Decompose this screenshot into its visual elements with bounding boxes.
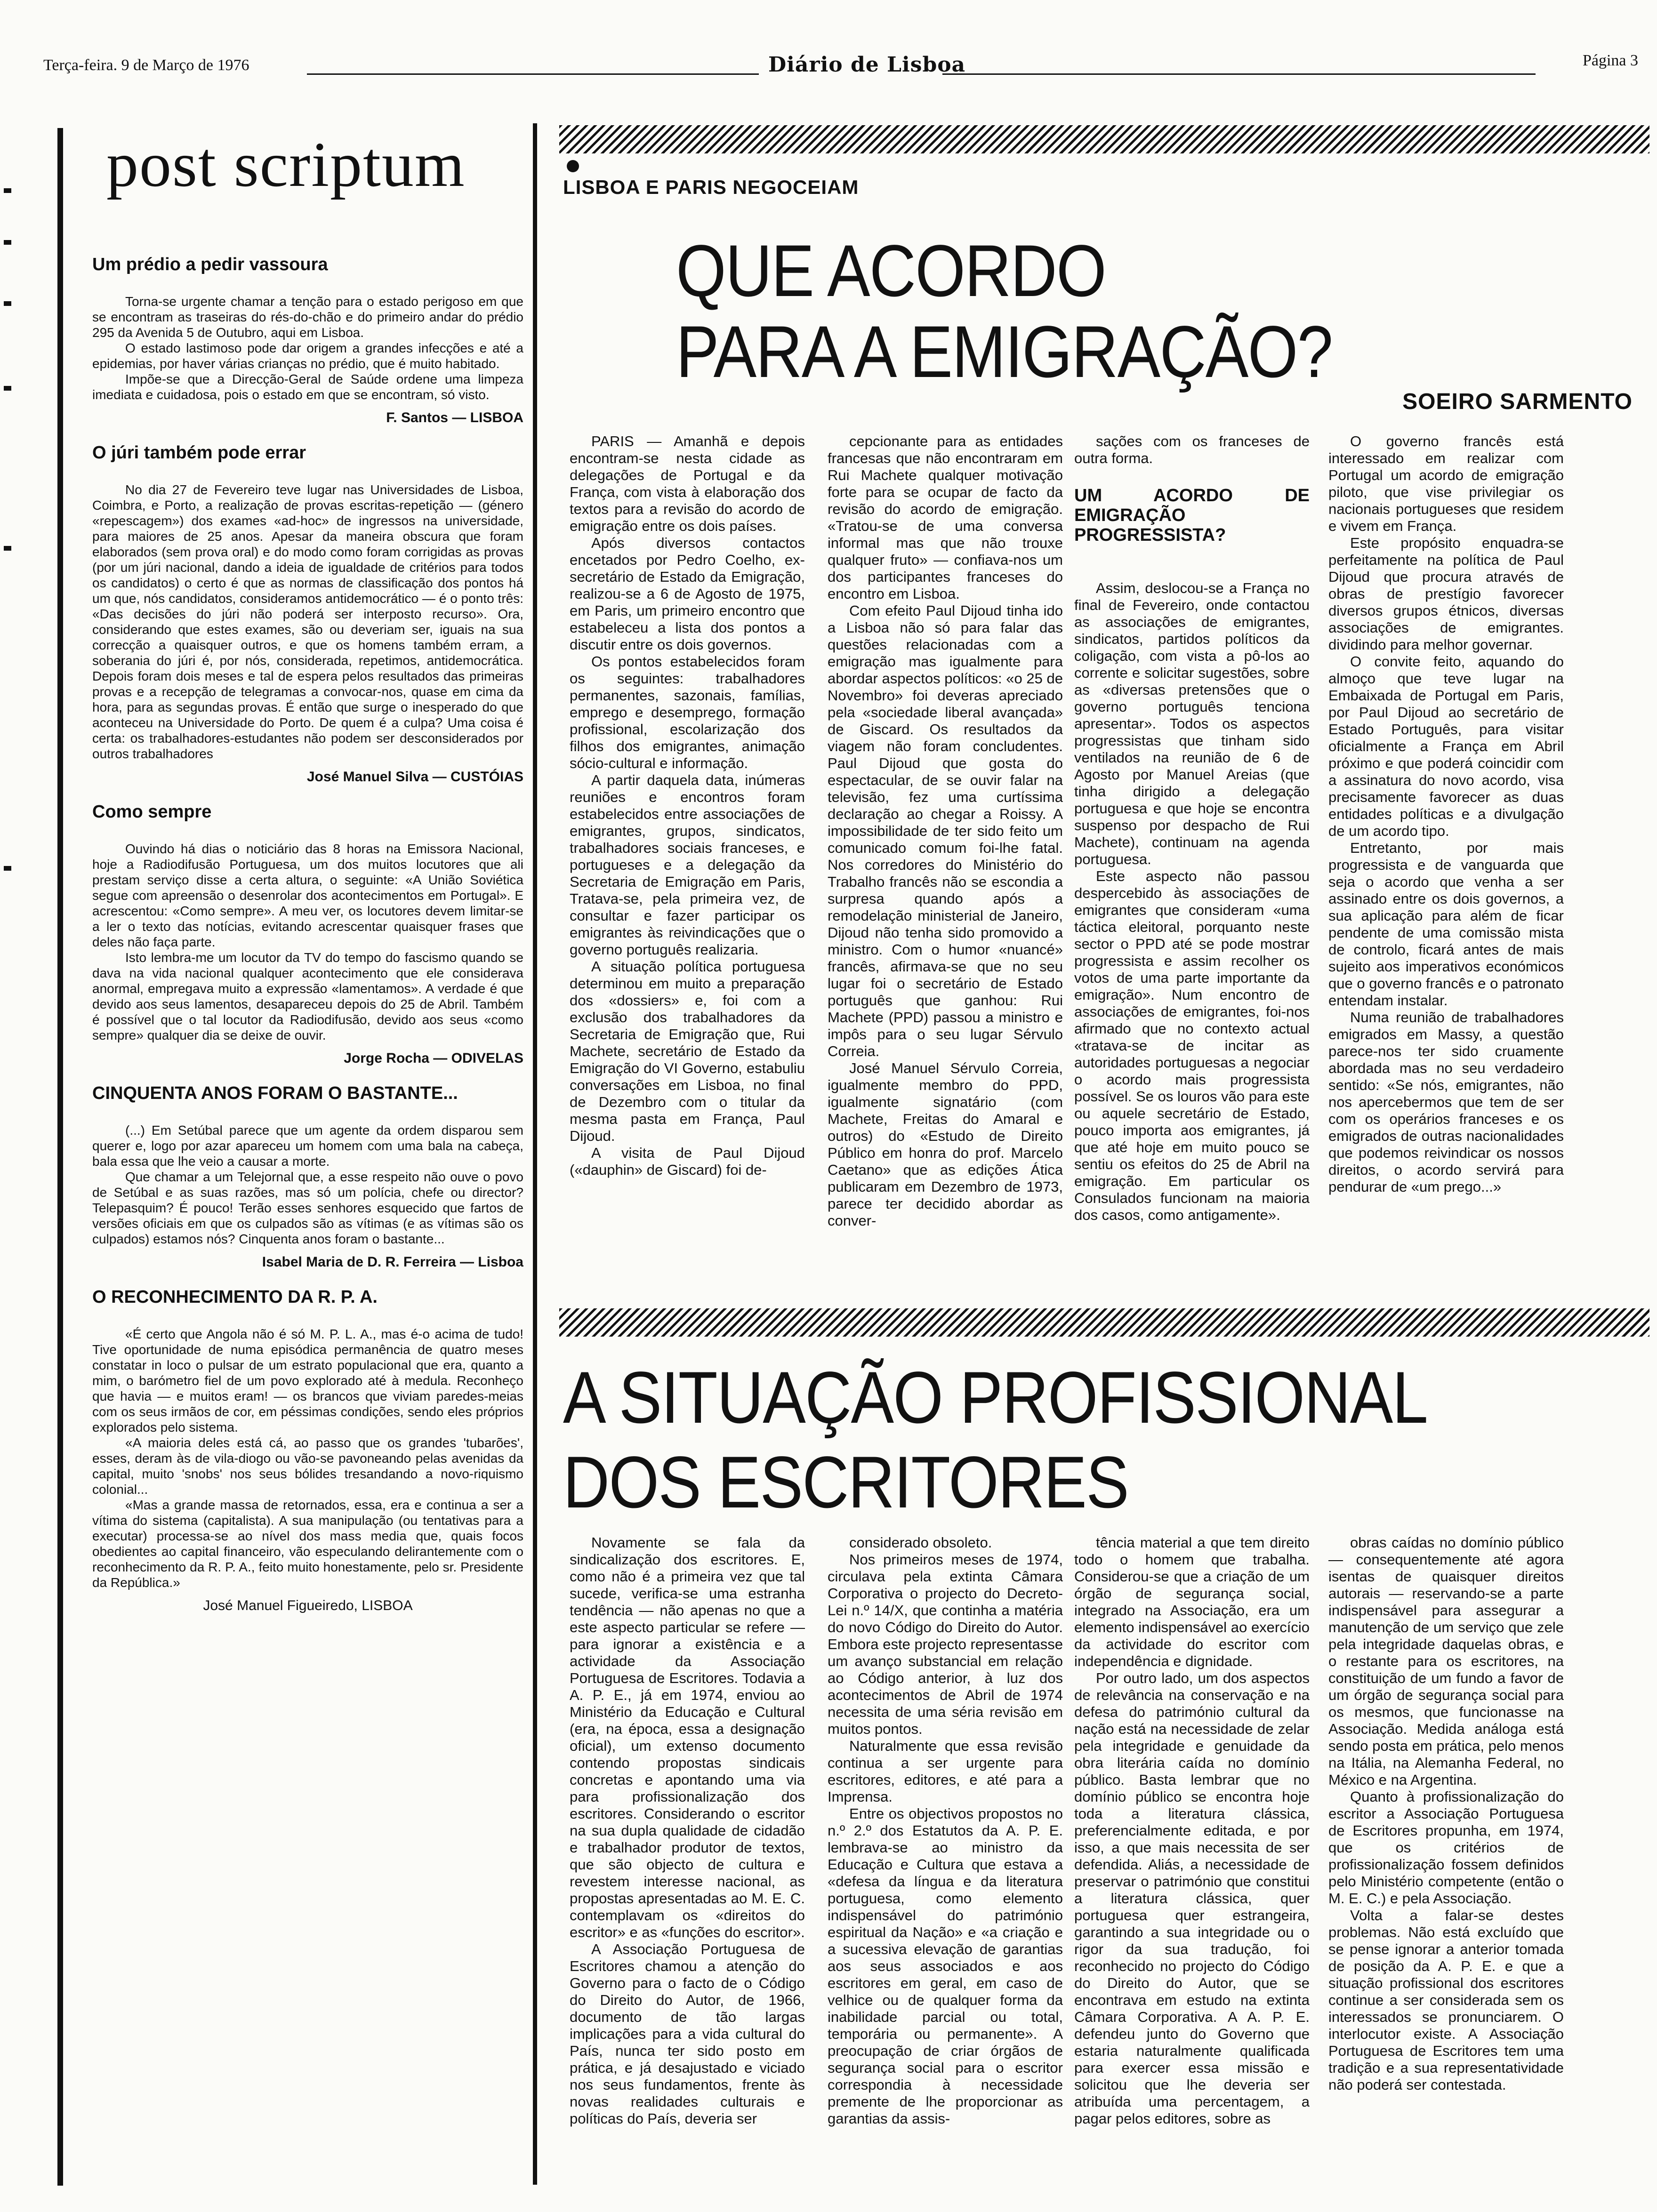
margin-marks (4, 132, 23, 979)
letter (92, 801, 523, 1066)
paragraph: O convite feito, aquando do almoço que teve lugar na Embaixada de Portugal em Paris, por Paul Dijoud ao secretário de Estado Português, para visitar oficialmente a França em Abril próximo e que poderá coincidir com a assinatura do novo acordo, visa precisamente favorecer as duas entidades políticas e a divulgação de um acordo tipo. (1328, 653, 1564, 839)
letter (92, 1287, 523, 1613)
letter-paragraph: Torna-se urgente chamar a tenção para o estado perigoso em que se encontram as traseiras do rés-do-chão e do primeiro andar do prédio 295 da Avenida 5 de Outubro, aqui em Lisboa. (92, 294, 523, 340)
article-column (1328, 433, 1564, 1195)
letter (92, 254, 523, 425)
article-column (570, 433, 805, 1178)
masthead-rule-left (307, 73, 759, 75)
letter-paragraph: Isto lembra-me um locutor da TV do tempo do fascismo quando se dava na vida nacional qualquer acontecimento que ele considerava anormal, empregava muito a expressão «lamentamos». A verdade é que devido aos seus lamentos, desapareceu depois do 25 de Abril. Também é possível que o tal locutor da Radiodifusão, devido aos seus «como sempre» qualquer dia se deixe de ouvir. (92, 950, 523, 1042)
article-column (828, 1534, 1063, 2127)
paragraph: José Manuel Sérvulo Correia, igualmente membro do PPD, igualmente signatário (com Machete, Freitas do Amaral e outros) do «Estudo de Direito Público em honra do prof. Marcelo Caetano» que as edições Ática publicaram em Dezembro de 1973, parece ter decidido abordar as conver- (828, 1060, 1063, 1229)
letter-signature: José Manuel Figueiredo, LISBOA (203, 1598, 413, 1613)
headline-line: QUE ACORDO (676, 230, 1106, 312)
masthead-rule-right (942, 73, 1536, 75)
post-scriptum-section (57, 128, 527, 2186)
letter-paragraph: «É certo que Angola não é só M. P. L. A., mas é-o acima de tudo! Tive oportunidade de numa episódica permanência de quatro meses constatar in loco o pulsar de um estrato populacional que era, quanto a mim, o barómetro fiel de um povo explorado até à medula. Reconheço que havia — e muitos eram! — os brancos que viviam paredes-meias com os seus irmãos de cor, em péssimas condições, sendo eles próprios explorados pelo sistema. (92, 1327, 523, 1435)
article-kicker: LISBOA E PARIS NEGOCEIAM (563, 176, 859, 198)
article-column (1074, 433, 1310, 1224)
paragraph: Novamente se fala da sindicalização dos escritores. E, como não é a primeira vez que tal sucede, verifica-se uma estranha tendência — não apenas no que a este aspecto particular se refere — para ignorar a existência e a actividade da Associação Portuguesa de Escritores. Todavia a A. P. E., já em 1974, enviou ao Ministério da Educação e Cultural (era, na época, essa a designação oficial), um extenso documento contendo propostas sindicais concretas e apontando uma via para profissionalização dos escritores. Considerando o escritor na sua dupla qualidade de cidadão e trabalhador produtor de textos, que são objecto de cultura e revestem interesse nacional, as propostas apresentadas ao M. E. C. contemplavam os «direitos do escritor» e as «funções do escritor». (570, 1534, 805, 1940)
paragraph: tência material a que tem direito todo o homem que trabalha. Considerou-se que a criação de um órgão de segurança social, integrado na Associação, era um elemento indispensável ao exercício da actividade do escritor com independência e dignidade. (1074, 1534, 1310, 1669)
paragraph: PARIS — Amanhã e depois encontram-se nesta cidade as delegações de Portugal e da França, com vista à elaboração dos textos para a revisão do acordo de emigração entre os dois países. (570, 433, 805, 534)
letters-list (92, 246, 523, 1630)
paragraph: Numa reunião de trabalhadores emigrados em Massy, a questão parece-nos ter sido cruamente abordada mas no seu verdadeiro sentido: «Se nós, emigrantes, não nos apercebermos que tem de ser com os operários franceses e os emigrados de outras nacionalidades que podemos reivindicar os nossos direitos, o acordo servirá para pendurar de «um prego...» (1328, 1009, 1564, 1195)
article-body (570, 433, 1648, 1271)
article-headline (676, 231, 1332, 393)
article-column (828, 433, 1063, 1229)
article-subhead: UM ACORDO DE EMIGRAÇÃO PROGRESSISTA? (1074, 486, 1310, 545)
hatched-rule-middle (559, 1308, 1649, 1337)
letter-title: Como sempre (92, 802, 212, 822)
letter-paragraph: No dia 27 de Fevereiro teve lugar nas Universidades de Lisboa, Coimbra, e Porto, a realização de provas escritas-repetição — (género «repescagem») dos exames «ad-hoc» de ingressos na universidade, para maiores de 25 anos. Apesar da maneira obscura que foram elaborados (sem prova oral) e do modo como foram corrigidas as provas (por um júri nacional, dando a ideia de igualdade de critérios para todos os candidatos) o certo é que as normas de classificação dos pontos há um que, nós candidatos, consideramos antidemocrático — é o ponto três: «Das decisões do júri não poderá ser interposto recurso». Ora, considerando que estes exames, são ou deveriam ser, iguais na sua correcção a quaisquer outros, e que os homens também erram, a soberania do júri é, por nós, considerada, repetimos, antidemocrática. Depois foram dois meses e tal de espera pelos resultados das primeiras provas e a recepção de telegramas a convocar-nos, quase em cima da hora, para as segundas provas. É então que surge o inesperado do que aconteceu na Universidade do Porto. De quem é a culpa? Uma coisa é certa: os trabalhadores-estudantes não podem ser desconsiderados por outros trabalhadores (92, 482, 523, 761)
article-column (1074, 1534, 1310, 2127)
paragraph: considerado obsoleto. (849, 1534, 992, 1551)
letter-paragraph: Que chamar a um Telejornal que, a esse respeito não ouve o povo de Setúbal e as suas razões, mas só um polícia, chefe ou director? Telepasquim? É pouco! Terão esses senhores esquecido que fartos de versões oficiais em que os culpados são as vítimas (e as vítimas são os culpados) estamos nós? Cinquenta anos foram o bastante... (92, 1170, 523, 1246)
paragraph: A Associação Portuguesa de Escritores chamou a atenção do Governo para o facto de o Código do Direito do Autor, de 1966, documento de tão largas implicações para a vida cultural do País, nunca ter sido posto em prática, e já desajustado e viciado nos seus fundamentos, frente às novas realidades culturais e políticas do País, deveria ser (570, 1941, 805, 2127)
paragraph: Volta a falar-se destes problemas. Não está excluído que se pense ignorar a anterior tomada de posição da A. P. E. e que a situação profissional dos escritores continue a ser considerada sem os interessados se pronunciarem. O interlocutor existe. A Associação Portuguesa de Escritores tem uma tradição e a sua representatividade não poderá ser contestada. (1328, 1907, 1564, 2093)
margin-mark (4, 301, 11, 306)
paragraph: Assim, deslocou-se a França no final de Fevereiro, onde contactou as associações de emigrantes, sindicatos, partidos políticos da coligação, com vista a pô-los ao corrente e solicitar sugestões, sobre as «diversas pretensões que o governo português tenciona apresentar». Todos os aspectos progressistas que tinham sido ventilados na reunião de 6 de Agosto por Manuel Areias (que tinha dirigido a delegação portuguesa e que hoje se encontra suspenso por despacho de Rui Machete), continuam na agenda portuguesa. (1074, 580, 1310, 867)
margin-mark (4, 546, 11, 551)
paragraph: A visita de Paul Dijoud («dauphin» de Giscard) foi de- (570, 1145, 805, 1178)
paragraph: Quanto à profissionalização do escritor a Associação Portuguesa de Escritores propunha, em 1974, que os critérios de profissionalização fossem definidos pelo Ministério competente (então o M. E. C.) e pela Associação. (1328, 1788, 1564, 1907)
letter-paragraph: O estado lastimoso pode dar origem a grandes infecções e até a epidemias, por haver várias crianças no prédio, que é muito habitado. (92, 341, 523, 371)
paragraph: A partir daquela data, inúmeras reuniões e encontros foram estabelecidos entre associações de emigrantes, grupos, sindicatos, trabalhadores sociais franceses, e portugueses e a delegação da Secretaria de Emigração em Paris, Tratava-se, pela primeira vez, de consultar e fazer participar os emigrantes às reivindicações que o governo português realizaria. (570, 772, 805, 958)
paragraph: Com efeito Paul Dijoud tinha ido a Lisboa não só para falar das questões relacionadas com a emigração mas igualmente para abordar aspectos políticos: «o 25 de Novembro» foi deveras apreciado pela «sociedade liberal avançada» de Giscard. Os resultados da viagem não foram concludentes. Paul Dijoud que gosta do espectacular, de se ouvir falar na televisão, fez uma curtíssima declaração ao chegar a Roissy. A impossibilidade de ter sido feito um comunicado comum foi-lhe fatal. Nos corredores do Ministério do Trabalho francês não se escondia a surpresa quando após a remodelação ministerial de Janeiro, Dijoud não tenha sido promovido a ministro. Com o humor «nuancé» francês, afirmava-se que no seu lugar foi o secretário de Estado português que ganhou: Rui Machete (PPD) passou a ministro e impôs para o seu lugar Sérvulo Correia. (828, 602, 1063, 1059)
paragraph: Nos primeiros meses de 1974, circulava pela extinta Câmara Corporativa o projecto do Decreto-Lei n.º 14/X, que continha a matéria do novo Código do Direito do Autor. Embora este projecto representasse um avanço substancial em relação ao Código anterior, à luz dos acontecimentos de Abril de 1974 necessita de uma séria revisão em muitos pontos. (828, 1551, 1063, 1737)
letter-title: Um prédio a pedir vassoura (92, 255, 328, 274)
letter-paragraph: Impõe-se que a Direcção-Geral de Saúde ordene uma limpeza imediata e cuidadosa, pois o estado em que se encontram, só visto. (92, 372, 523, 402)
page-number: Página 3 (1582, 52, 1638, 69)
paragraph: Entretanto, por mais progressista e de vanguarda que seja o acordo que venha a ser assinado entre os dois governos, a sua aplicação para além de ficar pendente de uma comissão mista de controlo, ficará antes de mais sujeito aos imperativos económicos que o governo francês e o patronato entendam instalar. (1328, 840, 1564, 1009)
letter-paragraph: Ouvindo há dias o noticiário das 8 horas na Emissora Nacional, hoje a Radiodifusão Portuguesa, um dos muitos locutores que ali prestam serviço disse a certa altura, o seguinte: «A União Soviética segue com apreensão o desenrolar dos acontecimentos em Portugal». E acrescentou: «Como sempre». A meu ver, os locutores devem limitar-se a ler o texto das notícias, evitando acrescentar quaisquer frases que deles não faça parte. (92, 842, 523, 949)
paragraph: Por outro lado, um dos aspectos de relevância na conservação e na defesa do património cultural da nação está na necessidade de zelar pela integridade e genuidade da obra literária caída no domínio público. Basta lembrar que no domínio público se encontra hoje toda a literatura clássica, preferencialmente editada, e por isso, a que mais necessita de ser defendida. Aliás, a necessidade de preservar o património que constitui a literatura clássica, quer portuguesa quer estrangeira, garantindo a sua integridade ou o rigor da sua tradução, foi reconhecido no projecto do Código do Direito do Autor, que se encontrava em estudo na extinta Câmara Corporativa. A A. P. E. defendeu junto do Governo que estaria naturalmente qualificada para exercer essa missão e solicitou que lhe deveria ser atribuída uma percentagem, a pagar pelos editores, sobre as (1074, 1670, 1310, 2127)
paragraph: Os pontos estabelecidos foram os seguintes: trabalhadores permanentes, sazonais, famílias, emprego e desemprego, formação profissional, escolarização dos filhos dos emigrantes, animação sócio-cultural e informação. (570, 653, 805, 771)
headline-line: PARA A EMIGRAÇÃO? (676, 311, 1333, 393)
letter-paragraph: (...) Em Setúbal parece que um agente da ordem disparou sem querer e, logo por azar apareceu um homem com uma bala na cabeça, bala essa que lhe veio a causar a morte. (92, 1123, 523, 1169)
paragraph: O governo francês está interessado em realizar com Portugal um acordo de emigração piloto, que vise privilegiar os nacionais portugueses que residem e vivem em França. (1328, 433, 1564, 534)
letter-title: O RECONHECIMENTO DA R. P. A. (92, 1287, 378, 1307)
margin-mark (4, 386, 11, 391)
paragraph: Este aspecto não passou despercebido às associações de emigrantes que consideram «uma táctica eleitoral, porquanto neste sector o PPD até se pode mostrar progressista e assim recolher os votos de uma parte importante da emigração». Num encontro de associações de emigrantes, foi-nos afirmado que no contexto actual «tratava-se de incitar as autoridades portuguesas a negociar o acordo mais progressista possível. Se os louros vão para este ou aquele secretário de Estado, pouco importa aos emigrantes, já que até hoje em muito pouco se sentiu os efeitos do 25 de Abril na emigração. Em particular os Consulados funcionam na maioria dos casos, como antigamente». (1074, 868, 1310, 1223)
paragraph: cepcionante para as entidades francesas que não encontraram em Rui Machete qualquer motivação forte para se ocupar de facto da revisão do acordo de emigração. «Tratou-se de uma conversa informal mas que não trouxe qualquer fruto» — confiava-nos um dos participantes franceses do encontro em Lisboa. (828, 433, 1063, 602)
article-column (570, 1534, 805, 2127)
newspaper-title: Diário de Lisboa (768, 53, 966, 77)
letter-paragraph: «A maioria deles está cá, ao passo que os grandes 'tubarões', esses, deram às de vila-diogo ou vão-se pavoneando pelas avenidas da capital, muito 'snobs' nos seus bólides tresandando a novo-riquismo colonial... (92, 1435, 523, 1497)
letter-paragraph: «Mas a grande massa de retornados, essa, era e continua a ser a vítima do sistema (capitalista). A sua manipulação (ou tentativas para a executar) processa-se ao nível dos mass media que, quais focos obedientes ao capital financeiro, vão especulando delirantemente com o reconhecimento da R. P. A., feito muito honestamente, pelo sr. Presidente da República.» (92, 1498, 523, 1590)
article-byline: SOEIRO SARMENTO (1402, 389, 1633, 414)
issue-date: Terça-feira. 9 de Março de 1976 (43, 56, 249, 74)
paragraph: Entre os objectivos propostos no n.º 2.º dos Estatutos da A. P. E. lembrava-se ao ministro da Educação e Cultura que estava a «defesa da língua e da literatura portuguesa, como elemento indispensável do património espiritual da Nação» e «a criação e a sucessiva elevação de garantias aos seus associados e aos escritores em geral, em caso de velhice ou de qualquer forma da inabilidade parcial ou total, temporária ou permanente». A preocupação de criar órgãos de segurança social para o escritor correspondia à necessidade premente de lhe proporcionar as garantias da assis- (828, 1805, 1063, 2127)
paragraph: Após diversos contactos encetados por Pedro Coelho, ex-secretário de Estado da Emigração, realizou-se a 6 de Agosto de 1975, em Paris, um primeiro encontro que estabeleceu a lista dos pontos a discutir entre os dois governos. (570, 535, 805, 653)
article-column (1328, 1534, 1564, 2093)
headline-line: DOS ESCRITORES (563, 1442, 1128, 1523)
article-headline (563, 1355, 1427, 1525)
column-divider (533, 123, 537, 2185)
paragraph: obras caídas no domínio público — consequentemente até agora isentas de quaisquer direitos autorais — reservando-se a parte indispensável para assegurar a manutenção de um serviço que zele pela integridade daquelas obras, e o restante para os escritores, na constituição de um fundo a favor de um órgão de segurança social para os mesmos, que funcionasse na Associação. Medida análoga está sendo posta em prática, pelo menos na Itália, na Alemanha Federal, no México e na Argentina. (1328, 1534, 1564, 1788)
paragraph: sações com os franceses de outra forma. (1074, 433, 1310, 466)
masthead (43, 52, 1648, 85)
bullet-dot (567, 160, 579, 172)
paragraph: A situação política portuguesa determinou em muito a preparação dos «dossiers» e, foi com a exclusão dos trabalhadores da Secretaria de Emigração que, Rui Machete, secretário de Estado da Emigração do VI Governo, estabuliu conversações em Lisboa, no final de Dezembro com o titular da mesma pasta em França, Paul Dijoud. (570, 958, 805, 1144)
hatched-rule-top (559, 125, 1649, 153)
letter-title: O júri também pode errar (92, 443, 306, 463)
margin-mark (4, 866, 11, 871)
letter-signature: F. Santos — LISBOA (386, 410, 523, 425)
margin-mark (4, 188, 11, 193)
letter (92, 1083, 523, 1270)
margin-mark (4, 240, 11, 245)
letter-title: CINQUENTA ANOS FORAM O BASTANTE... (92, 1083, 458, 1103)
paragraph: Este propósito enquadra-se perfeitamente na política de Paul Dijoud que procura através de obras de prestígio favorecer diversos grupos étnicos, diversas associações de emigrantes. dividindo para melhor governar. (1328, 535, 1564, 653)
headline-line: A SITUAÇÃO PROFISSIONAL (563, 1357, 1428, 1439)
letter-signature: Isabel Maria de D. R. Ferreira — Lisboa (262, 1254, 523, 1270)
post-scriptum-title: post scriptum (106, 129, 466, 200)
article-body (570, 1534, 1648, 2193)
letter-signature: Jorge Rocha — ODIVELAS (344, 1050, 523, 1066)
letter (92, 442, 523, 785)
letter-signature: José Manuel Silva — CUSTÓIAS (306, 769, 523, 785)
paragraph: Naturalmente que essa revisão continua a ser urgente para escritores, editores, e até para a Imprensa. (828, 1738, 1063, 1805)
